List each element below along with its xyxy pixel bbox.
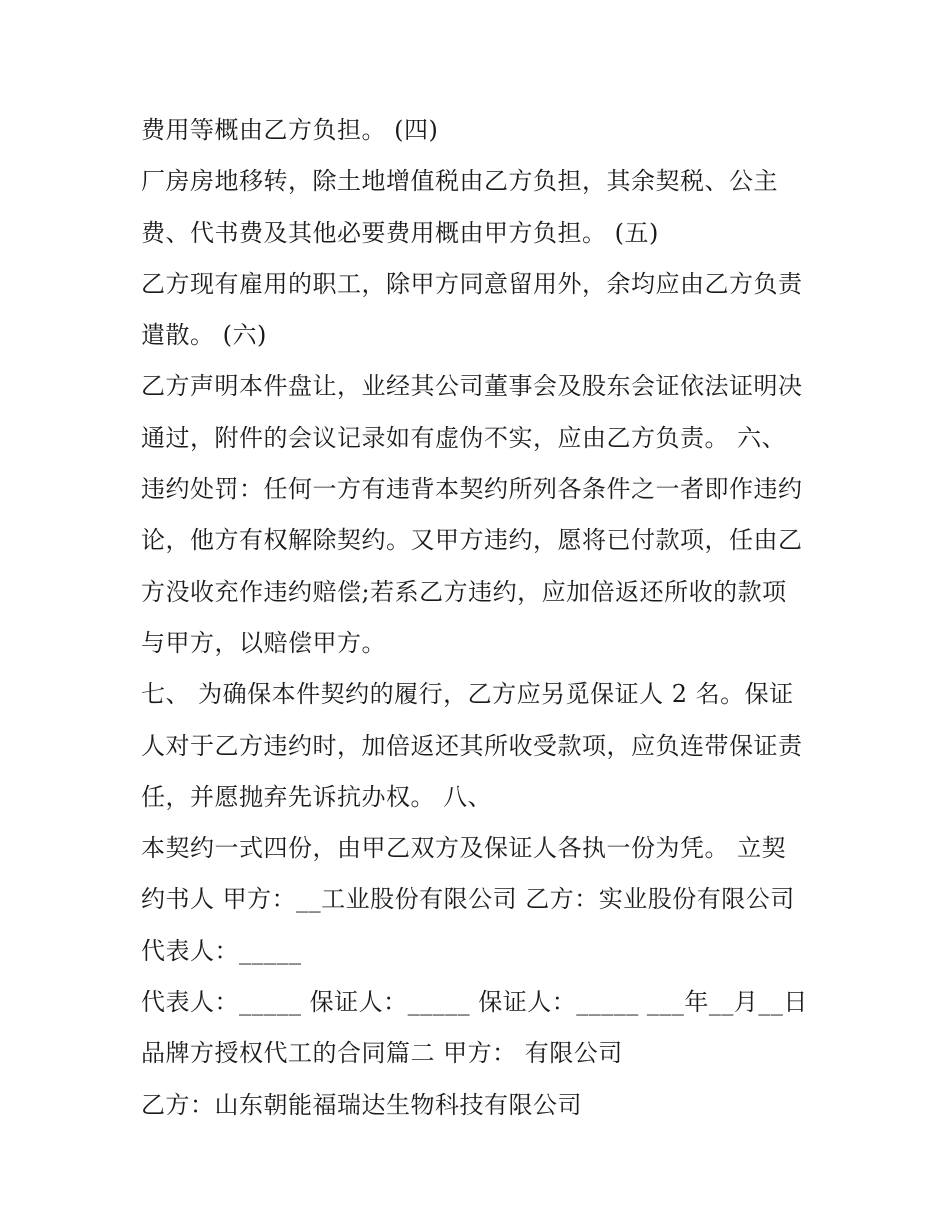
text-line: 乙方声明本件盘让，业经其公司董事会及股东会证依法证明决 (141, 372, 803, 401)
text-line: 七、 为确保本件契约的履行，乙方应另觅保证人 2 名。保证 (141, 680, 794, 709)
text-line: 任，并愿抛弃先诉抗办权。 八、 (141, 782, 493, 811)
text-line: 遣散。 (六) (141, 321, 267, 350)
text-line: 代表人：_____ (141, 936, 302, 965)
text-line: 违约处罚：任何一方有违背本契约所列各条件之一者即作违约 (141, 475, 803, 504)
text-line: 费用等概由乙方负担。 (四) (141, 116, 439, 144)
text-line: 乙方现有雇用的职工，除甲方同意留用外，余均应由乙方负责 (141, 269, 803, 298)
contract-text-body (141, 108, 821, 1134)
text-line: 厂房房地移转，除土地增值税由乙方负担，其余契税、公主 (141, 167, 778, 196)
text-line: 约书人 甲方：__工业股份有限公司 乙方：实业股份有限公司 (141, 885, 795, 914)
text-line: 论，他方有权解除契约。又甲方违约，愿将已付款项，任由乙 (141, 526, 803, 555)
text-line: 代表人：_____ 保证人：_____ 保证人：_____ ___年__月__日 (141, 988, 808, 1017)
text-line: 乙方：山东朝能福瑞达生物科技有限公司 (141, 1090, 582, 1119)
text-line: 人对于乙方违约时，加倍返还其所收受款项，应负连带保证责 (141, 731, 803, 760)
text-line: 费、代书费及其他必要费用概由甲方负担。 (五) (141, 218, 659, 247)
text-line: 品牌方授权代工的合同篇二 甲方： 有限公司 (141, 1039, 623, 1068)
text-line: 通过，附件的会议记录如有虚伪不实，应由乙方负责。 六、 (141, 423, 787, 452)
text-line: 本契约一式四份，由甲乙双方及保证人各执一份为凭。 立契 (141, 834, 787, 863)
text-line: 与甲方，以赔偿甲方。 (141, 628, 386, 657)
text-line: 方没收充作违约赔偿;若系乙方违约，应加倍返还所收的款项 (141, 577, 787, 606)
